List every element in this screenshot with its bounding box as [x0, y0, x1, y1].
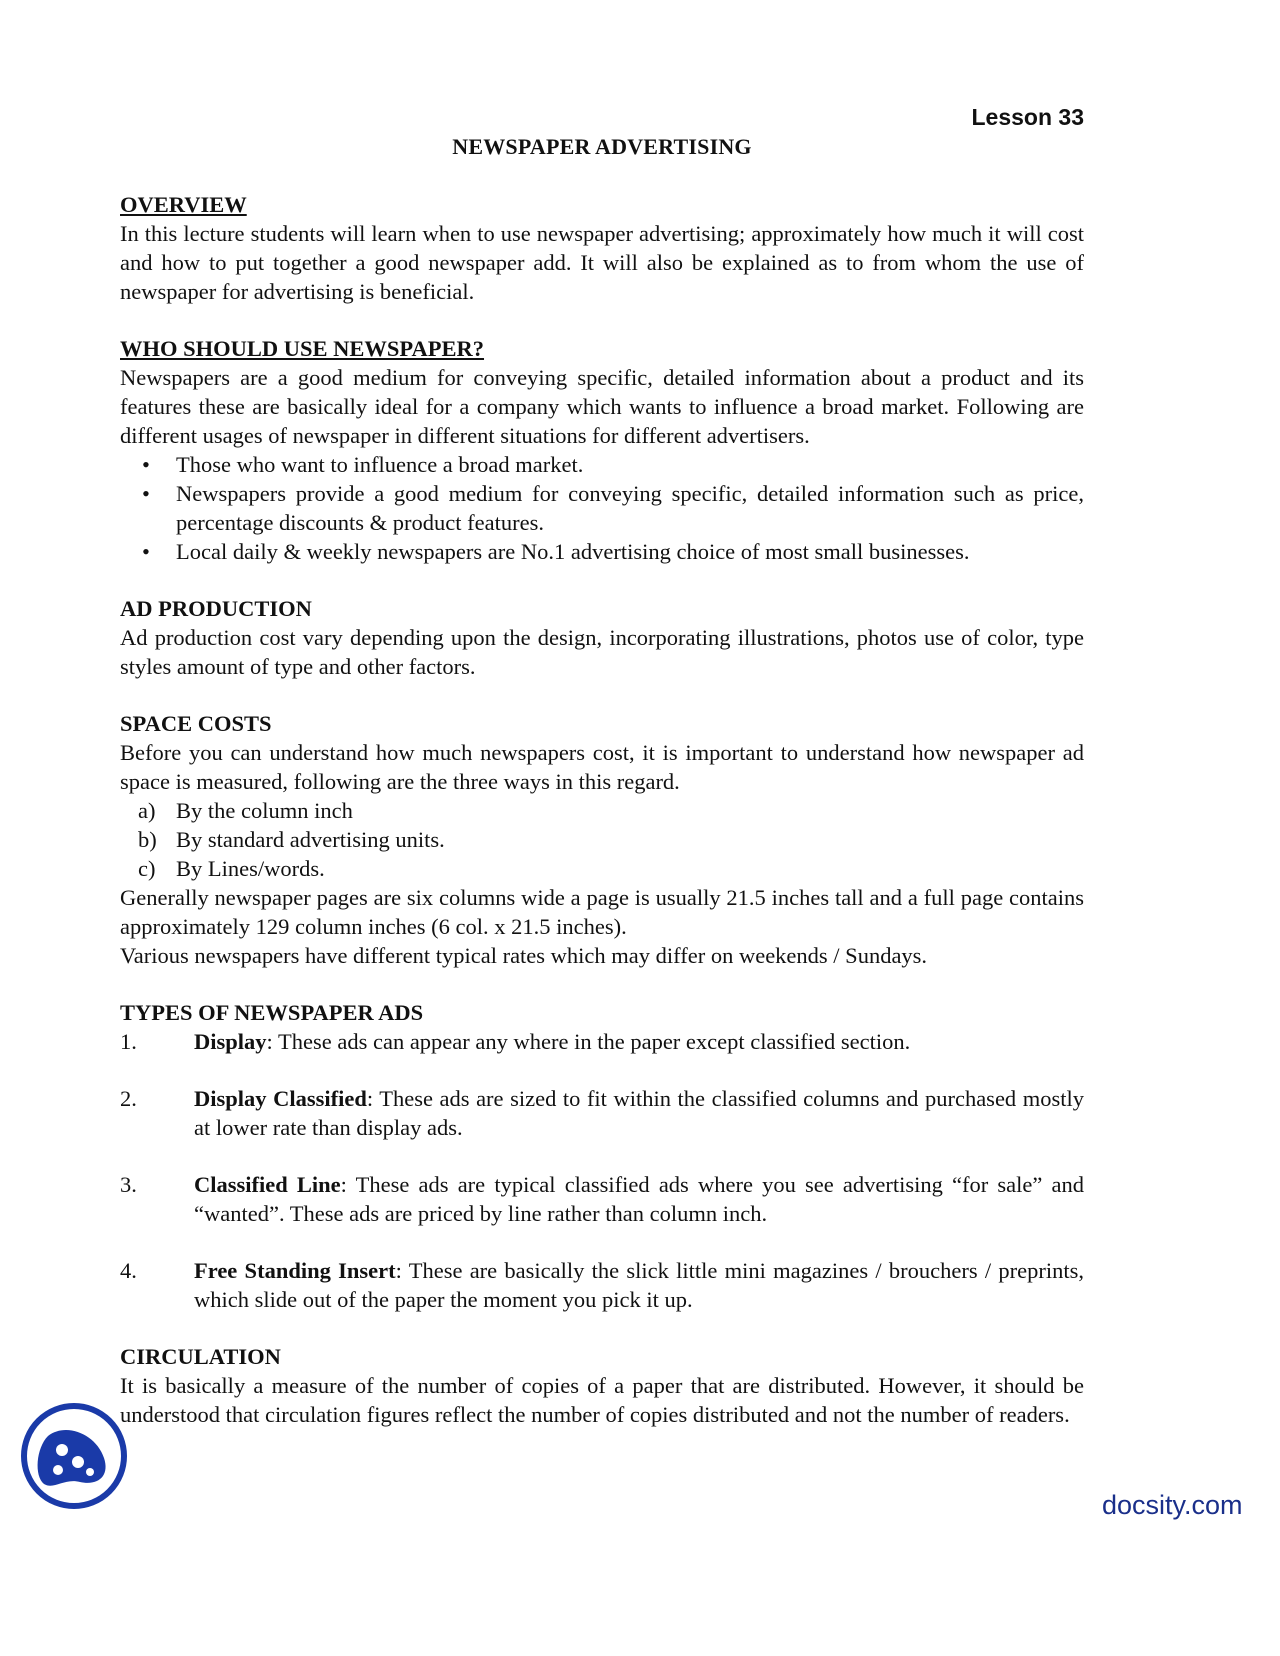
space-costs-list — [120, 796, 1084, 883]
list-item: 3. Classified Line: These ads are typical classified ads where you see advertising “for sale” and “wanted”. These ads are priced by line rather than column inch. — [120, 1172, 1084, 1226]
circulation-heading: CIRCULATION — [120, 1344, 281, 1369]
who-text: Newspapers are a good medium for conveying specific, detailed information about a product and its features these are basically ideal for a company which wants to influence a broad market. Following are different usages of newspaper in different situations for different advertisers. — [120, 365, 1084, 448]
docsity-watermark: docsity.com — [1102, 1490, 1243, 1520]
space-costs-heading: SPACE COSTS — [120, 711, 272, 736]
overview-text: In this lecture students will learn when to use newspaper advertising; approximately how much it will cost and how to put together a good newspaper add. It will also be explained as to from whom the use of newspaper for advertising is beneficial. — [120, 221, 1084, 304]
list-item: • Newspapers provide a good medium for conveying specific, detailed information such as price, percentage discounts & product features. — [142, 481, 1084, 535]
overview-heading: OVERVIEW — [120, 192, 247, 217]
list-item: • Local daily & weekly newspapers are No.1 advertising choice of most small businesses. — [142, 539, 970, 564]
types-heading: TYPES OF NEWSPAPER ADS — [120, 1000, 424, 1025]
list-item: c) By Lines/words. — [138, 856, 325, 881]
who-bullet-list — [120, 450, 1084, 566]
circulation-text: It is basically a measure of the number of copies of a paper that are distributed. However, it should be understood that circulation figures reflect the number of copies distributed and not the number of readers. — [120, 1373, 1084, 1427]
bullet-icon: • — [142, 452, 150, 477]
types-list — [120, 1027, 1084, 1314]
bullet-icon: • — [142, 539, 150, 564]
page-title: NEWSPAPER ADVERTISING — [452, 134, 752, 159]
ad-production-text: Ad production cost vary depending upon the design, incorporating illustrations, photos use of color, type styles amount of type and other factors. — [120, 625, 1084, 679]
list-item: • Those who want to influence a broad market. — [142, 452, 584, 477]
list-item: b) By standard advertising units. — [138, 827, 445, 852]
list-item: 1. Display: These ads can appear any where in the paper except classified section. — [120, 1029, 911, 1054]
space-costs-text-2: Generally newspaper pages are six columns wide a page is usually 21.5 inches tall and a full page contains approximately 129 column inches (6 col. x 21.5 inches). — [120, 885, 1084, 939]
document-body — [120, 190, 1084, 1429]
space-costs-text-3: Various newspapers have different typical rates which may differ on weekends / Sundays. — [120, 943, 928, 968]
ad-production-heading: AD PRODUCTION — [120, 596, 312, 621]
bullet-icon: • — [142, 481, 150, 506]
docsity-logo-icon — [18, 1400, 130, 1512]
list-item: 2. Display Classified: These ads are sized to fit within the classified columns and purchased mostly at lower rate than display ads. — [120, 1086, 1084, 1140]
list-item: a) By the column inch — [138, 798, 353, 823]
who-heading: WHO SHOULD USE NEWSPAPER? — [120, 336, 485, 361]
list-item: 4. Free Standing Insert: These are basically the slick little mini magazines / brouchers / preprints, which slide out of the paper the moment you pick it up. — [120, 1258, 1084, 1312]
space-costs-text: Before you can understand how much newspapers cost, it is important to understand how newspaper ad space is measured, following are the three ways in this regard. — [120, 740, 1084, 794]
lesson-number: Lesson 33 — [971, 104, 1084, 130]
